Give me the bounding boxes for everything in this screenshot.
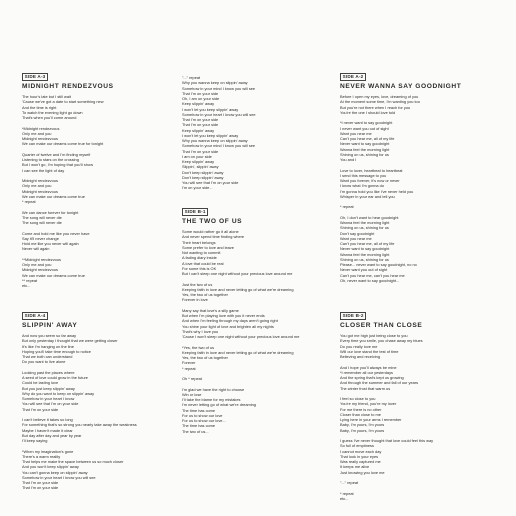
lyric-line: Want you near me: [340, 235, 372, 241]
lyric-line: Yes, the two of us together: [182, 355, 228, 360]
lyric-line: Midnight rendezvous: [22, 178, 58, 183]
lyric-line: Looking past the places where: [22, 369, 75, 375]
lyric-line: Shining on us, shining for us: [340, 151, 389, 157]
lyric-line: Lying here in your arms I remember: [340, 417, 402, 422]
lyrics-column-right: [340, 0, 500, 516]
lyric-line: And the time is right: [22, 104, 57, 110]
lyric-line: I can't believe it takes so long: [22, 417, 73, 422]
lyric-line: Keep slippin' away: [182, 101, 215, 107]
lyric-line: Slippin', slippin' away: [182, 164, 219, 170]
lyric-line: Can't you hear me, all of my life: [340, 241, 395, 246]
lyric-line: ** repeat: [22, 277, 38, 283]
lyric-line: That I'm on your side: [22, 406, 59, 412]
lyric-line: That's when you'll come around: [22, 115, 77, 120]
lyric-line: * repeat: [182, 365, 196, 371]
lyric-line: And the spring that's kept us growing: [340, 375, 404, 380]
song-title: THE TWO OF US: [182, 218, 243, 225]
lyric-line: *Midnight rendezvous: [22, 125, 60, 131]
lyric-line: Somehow in your heart I know you will see: [182, 111, 256, 117]
lyric-line: We can make our dreams come true: [22, 193, 85, 199]
lyric-line: "..." repeat: [182, 75, 201, 80]
lyric-line: Baby, I'm yours, I'm yours: [340, 422, 385, 428]
lyric-line: Before I open my eyes, love, dreaming of you: [340, 94, 419, 99]
lyric-line: A fading diary inside: [182, 255, 217, 261]
lyric-line: I cannot move each day: [340, 448, 382, 454]
lyric-line: For something that's so strong you nearly take away the weakness: [22, 422, 137, 428]
lyric-line: We can dance forever for tonight: [22, 209, 79, 215]
lyric-line: That I'm on your side: [22, 480, 59, 485]
song-title: NEVER WANNA SAY GOODNIGHT: [340, 83, 462, 90]
lyric-line: But you just keep slippin' away: [22, 385, 75, 391]
lyric-line: Oh * repeat: [182, 376, 202, 381]
side-label: SIDE A-2: [340, 73, 366, 81]
lyric-line: Every time you smile, you chase away my blues: [340, 338, 423, 344]
lyric-line: And through the summer and fall of our years: [340, 380, 419, 386]
lyric-line: I can see the light of day: [22, 167, 65, 173]
lyric-line: Somehow in your heart I know: [22, 396, 75, 401]
lyric-line: Don't say goodnight: [340, 230, 375, 236]
lyrics-column-middle: [182, 0, 342, 516]
lyric-line: For us to show our love...: [182, 418, 226, 423]
lyric-line: You shine your light of love and brighten all my nights: [182, 323, 274, 329]
song-title: CLOSER THAN CLOSE: [340, 322, 423, 329]
lyric-line: The time has come: [182, 423, 216, 429]
lyric-line: Oh, never want to say goodnight...: [340, 277, 400, 283]
lyric-line: etc...: [340, 495, 349, 501]
lyric-line: Baby, I'm yours, I'm yours: [340, 427, 385, 433]
lyric-line: "..." repeat: [340, 480, 359, 485]
lyric-line: I won't let you keep slippin' away: [182, 106, 239, 112]
lyric-line: etc...: [22, 283, 31, 288]
lyric-line: That I'm on your side: [182, 148, 219, 154]
lyric-line: Can't you hear me, all of my life: [340, 136, 395, 141]
lyric-line: And never spend time finding where: [182, 234, 245, 240]
lyric-line: Many say that love's a silly game: [182, 307, 239, 313]
lyric-line: The song will never die: [22, 220, 62, 225]
lyric-line: Want you forever, it's now or never: [340, 178, 400, 183]
lyric-line: Will our love stand the test of time: [340, 348, 399, 354]
lyric-line: Never will again: [22, 246, 50, 252]
lyric-line: But I can't sleep one night without your precious love around me: [182, 271, 293, 276]
lyric-line: But when I'm playing love with you it never ends: [182, 313, 265, 318]
lyric-line: Listening to stars on the crossing: [22, 157, 79, 162]
lyric-line: Somehow in your mind I know you will see: [182, 85, 256, 91]
lyric-line: Why do you want to keep on slippin' away: [22, 390, 95, 396]
lyric-line: Shining on us, shining for us: [340, 256, 389, 262]
lyric-line: I feel so close to you: [340, 396, 376, 401]
lyric-line: Want you near me: [340, 130, 372, 136]
lyric-line: Hold me like you never will again: [22, 241, 79, 246]
lyric-line: Wanna feel the morning light: [340, 146, 390, 152]
lyric-line: For us to show our love: [182, 412, 223, 418]
lyric-line: *I never want to say goodnight: [340, 120, 393, 126]
lyric-line: Whisper in your ear and tell you: [340, 193, 395, 199]
lyric-line: Do you want to live alone: [22, 359, 66, 365]
lyric-line: You're my friend, you're my lover: [340, 401, 397, 407]
lyric-line: That I'm on your side: [182, 90, 219, 96]
song-block: [182, 200, 342, 434]
song-block: [340, 65, 500, 283]
lyric-line: Do you really love me: [340, 343, 378, 349]
lyric-line: And you won't keep slippin' away: [22, 464, 79, 470]
lyric-line: There's a warm reality: [22, 453, 61, 459]
song-block: [340, 304, 500, 501]
lyric-line: Win or lose: [182, 391, 202, 397]
lyric-line: 'Cause we've got a date to start something new: [22, 99, 104, 105]
lyric-line: Somehow in your heart I know you will see: [22, 474, 96, 480]
lyric-line: For some this is OK: [182, 265, 217, 271]
song-block: [182, 75, 342, 191]
lyric-line: Yes, the two of us together: [182, 292, 228, 297]
lyric-line: Come and hold me like you never have: [22, 230, 90, 236]
lyric-line: You will see that I'm on your side: [182, 180, 239, 185]
lyric-line: Forever in love: [182, 297, 208, 303]
lyric-line: And when I'm feeling through my days aren't going right: [182, 318, 278, 324]
lyric-line: That I'm on your side: [22, 485, 59, 491]
lyric-line: To watch the evening light go down: [22, 109, 83, 115]
lyric-line: You got me high just being close to you: [340, 333, 408, 338]
lyric-line: Could be lasting love: [22, 380, 59, 386]
lyric-line: I'll take the blame for my mistakes: [182, 397, 241, 402]
lyric-line: Don't keep slippin' away: [182, 174, 224, 180]
lyric-line: The winter frost that warm us: [340, 385, 391, 391]
lyric-line: I won't let you keep slippin' away: [182, 132, 239, 138]
lyric-line: I am on your side: [182, 153, 212, 159]
lyric-line: For me there is no other: [340, 406, 382, 412]
lyric-line: Never want to say goodnight: [340, 141, 390, 147]
song-block: [22, 304, 182, 491]
lyric-line: Oh, I am on your side: [182, 96, 220, 101]
lyric-line: Closer than close to me: [340, 411, 381, 417]
lyric-line: Quarter of twelve and I'm finding myself: [22, 151, 91, 157]
lyric-line: Don't keep slippin' away: [182, 169, 224, 175]
lyric-line: Was really captured me: [340, 459, 381, 464]
lyric-line: I'm gonna hold you like I've never held you: [340, 188, 414, 194]
lyric-line: Forever: [182, 360, 196, 366]
lyric-line: Can't you hear me, can't you hear me: [340, 272, 405, 278]
lyric-line: It keeps me alive: [340, 464, 370, 470]
lyric-line: * repeat: [22, 199, 36, 204]
lyric-line: I'll keep saying: [22, 438, 48, 443]
lyric-line: * repeat: [340, 204, 354, 210]
lyric-line: Shining on us, shining for us: [340, 225, 389, 231]
lyric-line: And now you seem so far away: [22, 333, 77, 338]
lyric-line: So full of emptiness: [340, 443, 374, 449]
lyric-line: Love to lover, heartbeat to heartbeat: [340, 167, 403, 173]
lyric-line: I'm never letting go of what we're dreaming: [182, 402, 256, 408]
lyric-line: That helps me make the space between us so much closer: [22, 459, 124, 464]
lyric-line: You're the one I should love told: [340, 109, 396, 115]
lyric-line: But day after day and year by year: [22, 432, 82, 438]
lyric-line: Midnight rendezvous: [22, 267, 58, 273]
lyric-line: Please... never want to say goodnight, no no: [340, 262, 417, 267]
lyric-line: That we both can understand: [22, 354, 73, 359]
lyric-line: Some would rather go it all alone: [182, 229, 239, 234]
lyric-line: We can make our dreams come true: [22, 272, 85, 278]
lyric-line: Wanna feel the morning light: [340, 220, 390, 225]
lyric-line: I'm glad we have the right to choose: [182, 386, 245, 392]
lyric-line: *I remember all our yesterdays: [340, 369, 393, 375]
lyric-line: I guess I've never thought that love could feel this way: [340, 438, 434, 443]
lyric-line: I never want you out of sight: [340, 125, 389, 131]
lyric-line: Hoping you'll take time enough to notice: [22, 348, 91, 354]
lyric-line: I know what I'm gonna do: [340, 183, 384, 189]
lyric-line: At the moment some time, I'm wanting you too: [340, 99, 420, 105]
lyric-line: Only me and you: [22, 262, 52, 267]
lyric-line: *When my imagination's gone: [22, 448, 74, 454]
lyric-line: The song will never die: [22, 214, 62, 220]
lyric-line: Why you wanna keep on slippin' away: [182, 80, 248, 86]
lyric-line: You and I: [340, 157, 357, 162]
lyric-line: That look in your eyes: [340, 453, 379, 459]
lyric-line: Wanna feel the morning light: [340, 251, 390, 257]
lyric-line: The two of us...: [182, 428, 209, 434]
lyric-line: Midnight rendezvous: [22, 136, 58, 141]
lyric-line: The hour's late but I still wait: [22, 94, 71, 99]
lyric-line: Maybe I haven't made it clear: [22, 427, 73, 433]
lyric-line: Say it'll never change: [22, 235, 59, 241]
song-block: [22, 65, 182, 288]
lyric-line: **Midnight rendezvous: [22, 256, 61, 262]
lyric-line: But I won't go, I'm hoping that you'll show: [22, 162, 94, 168]
lyric-line: Oh, I don't want to hear goodnight: [340, 214, 399, 220]
lyric-line: Some prefer to love and leave: [182, 244, 234, 250]
lyric-line: I'm on your side...: [182, 185, 213, 191]
lyric-line: Keeping faith in love and never letting go of what we're dreaming: [182, 349, 294, 355]
lyric-line: A love that could be real: [182, 260, 224, 266]
song-title: SLIPPIN' AWAY: [22, 322, 78, 329]
lyric-line: Only me and you: [22, 183, 52, 189]
lyric-line: Never want you out of sight: [340, 267, 388, 273]
lyric-line: Believing and receiving: [340, 354, 381, 359]
lyric-line: That I'm on your side: [182, 117, 219, 122]
lyric-line: Keeping faith in love and never letting go of what we're dreaming: [182, 286, 294, 292]
lyrics-column-left: [22, 0, 182, 516]
song-title: MIDNIGHT RENDEZVOUS: [22, 83, 114, 90]
lyric-line: *Yes, the two of us: [182, 344, 215, 350]
lyric-line: Keep slippin' away: [182, 127, 215, 133]
lyric-line: I send this message to you: [340, 172, 387, 178]
lyric-line: You can't gonna keep on slippin' away: [22, 469, 88, 475]
lyric-line: The time has come: [182, 407, 216, 413]
lyric-line: Just knowing you love me: [340, 469, 385, 475]
lyric-line: And I hope you'll always be mine: [340, 364, 397, 370]
lyric-line: Never want to say goodnight: [340, 246, 390, 252]
lyric-line: That's why I love you: [182, 328, 219, 334]
lyric-line: Midnight rendezvous: [22, 188, 58, 194]
lyric-line: 'Cause I won't sleep one night without your precious love around me: [182, 334, 300, 339]
lyric-line: You will see that I'm on your side: [22, 401, 79, 407]
lyric-line: Somehow in your mind I know you will see: [182, 143, 256, 149]
side-label: SIDE A-4: [22, 312, 48, 320]
lyric-line: Not wanting to commit: [182, 250, 221, 255]
side-label: SIDE B-1: [182, 208, 208, 216]
lyric-line: We can make our dreams come true for tonight: [22, 141, 104, 147]
lyric-line: That I'm on your side: [182, 122, 219, 128]
lyric-line: Keep slippin' away: [182, 159, 215, 164]
lyric-line: But only yesterday I thought that we were getting closer: [22, 338, 118, 344]
lyric-line: But you're not there when I reach for you: [340, 104, 411, 110]
side-label: SIDE B-2: [340, 312, 366, 320]
lyric-line: Only me and you: [22, 130, 52, 136]
lyric-line: Just the two of us: [182, 281, 213, 287]
side-label: SIDE A-3: [22, 73, 48, 81]
lyric-line: It's like I'm hanging on the line: [22, 343, 74, 349]
lyric-line: A seed of love could grow in the future: [22, 375, 88, 380]
lyric-line: * repeat: [340, 490, 354, 496]
lyric-line: Why you wanna keep on slippin' away: [182, 138, 248, 143]
lyric-line: Their heart belongs: [182, 239, 216, 245]
